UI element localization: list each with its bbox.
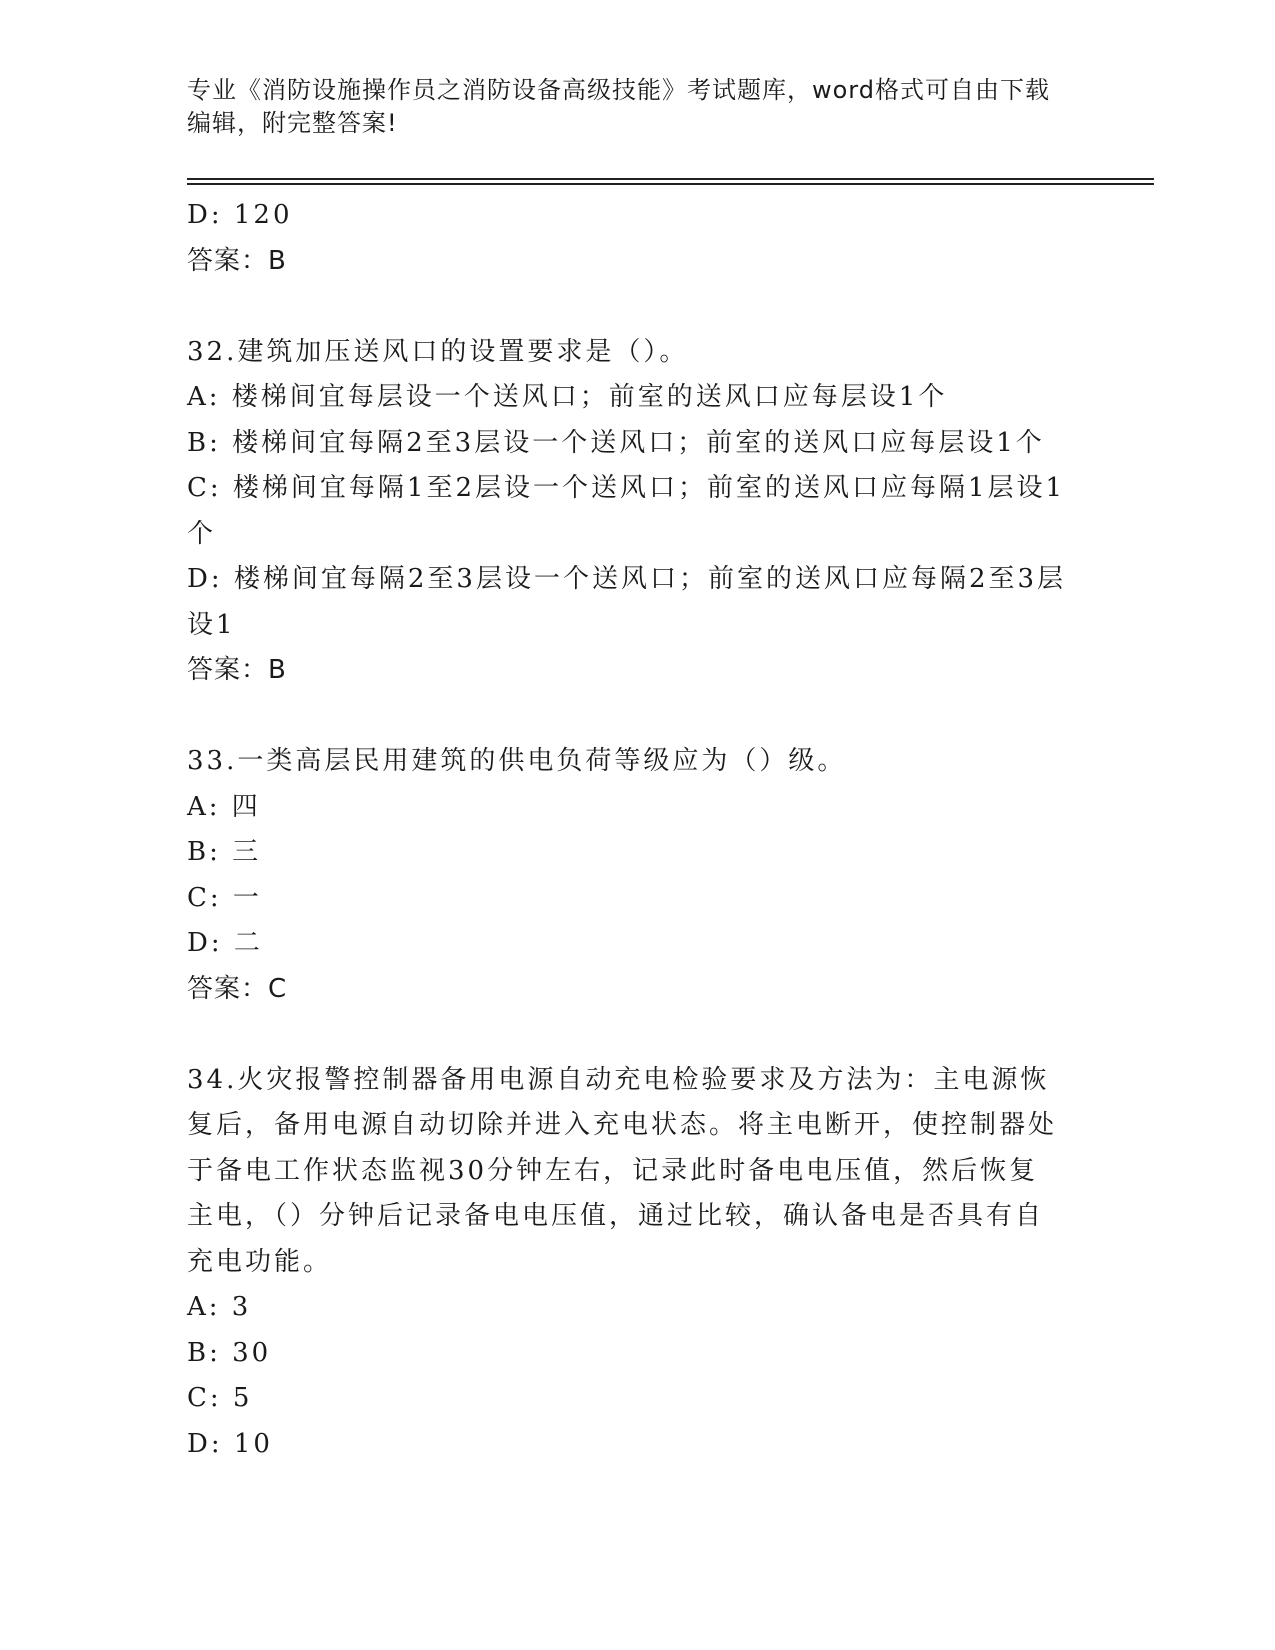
option-c: C: 一 (187, 882, 262, 913)
question-stem: 32.建筑加压送风口的设置要求是（）。 (187, 336, 689, 367)
option-d: D: 10 (187, 1428, 273, 1459)
header-rule-bottom (187, 183, 1154, 185)
option-a: A: 3 (187, 1292, 252, 1322)
option-b: B: 楼梯间宜每隔2至3层设一个送风口；前室的送风口应每层设1个 (187, 427, 1045, 458)
spacer (187, 1012, 1067, 1058)
option-b: B: 三 (187, 837, 262, 867)
spacer (187, 284, 1067, 330)
question-33 (187, 739, 1067, 1012)
question-32 (187, 330, 1067, 694)
answer-line: 答案：C (187, 973, 288, 1004)
header-rule-top (187, 178, 1154, 180)
question-stem: 34.火灾报警控制器备用电源自动充电检验要求及方法为：主电源恢复后，备用电源自动切除并进入充电状态。将主电断开，使控制器处于备电工作状态监视30分钟左右，记录此时备电电压值，然后恢复主电，（）分钟后记录备电电压值，通过比较，确认备电是否具有自充电功能。 (187, 1064, 1058, 1277)
option-d: D: 楼梯间宜每隔2至3层设一个送风口；前室的送风口应每隔2至3层设1 (187, 564, 1067, 640)
document-header: 专业《消防设施操作员之消防设备高级技能》考试题库，word格式可自由下载编辑，附完整答案! (187, 76, 1050, 137)
option-a: A: 四 (187, 791, 261, 822)
answer-line: 答案：B (187, 655, 287, 685)
spacer (187, 694, 1067, 740)
question-34 (187, 1058, 1067, 1468)
previous-question-tail (187, 193, 1067, 284)
option-a: A: 楼梯间宜每层设一个送风口；前室的送风口应每层设1个 (187, 382, 948, 412)
question-stem: 33.一类高层民用建筑的供电负荷等级应为（）级。 (187, 746, 847, 776)
option-b: B: 30 (187, 1337, 272, 1368)
option-c: C: 5 (187, 1383, 253, 1413)
answer-line: 答案：B (187, 245, 287, 276)
option-d: D: 二 (187, 928, 263, 958)
option-d: D: 120 (187, 200, 293, 230)
question-content (187, 193, 1067, 1467)
option-c: C: 楼梯间宜每隔1至2层设一个送风口；前室的送风口应每隔1层设1个 (187, 473, 1066, 549)
